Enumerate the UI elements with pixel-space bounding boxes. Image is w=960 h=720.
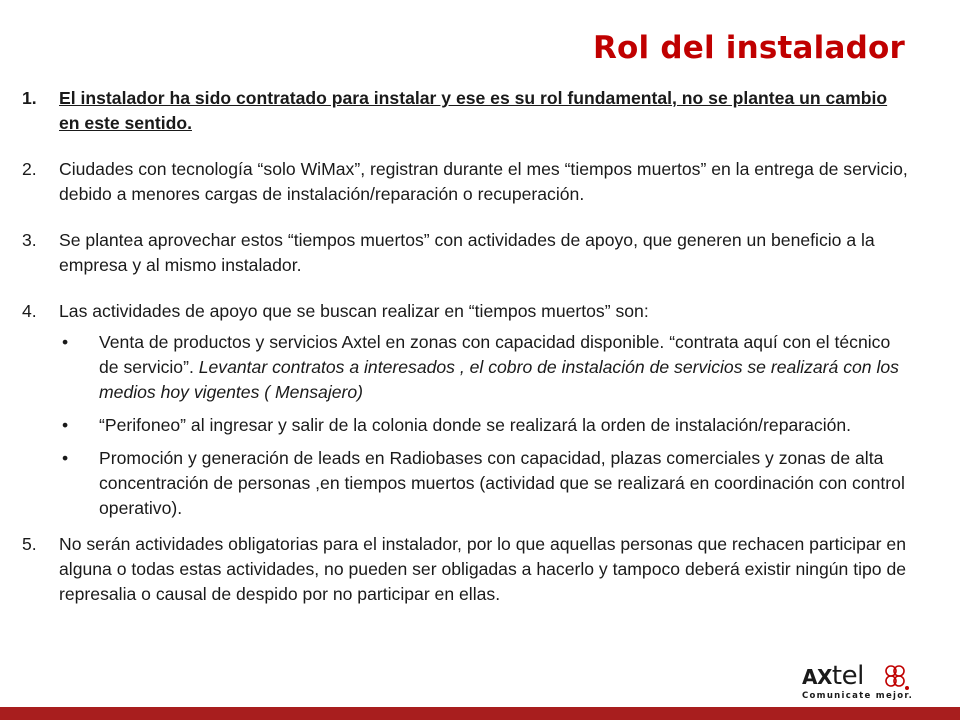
- bullet-text: “Perifoneo” al ingresar y salir de la colonia donde se realizará la orden de instalación/reparación.: [99, 415, 852, 435]
- bullet-item: [59, 330, 912, 405]
- list-text: Se plantea aprovechar estos “tiempos muertos” con actividades de apoyo, que generen un beneficio a la empresa y al mismo instalador.: [59, 230, 875, 275]
- list-number: 3.: [22, 230, 37, 250]
- sub-bullet-list: [59, 330, 912, 521]
- bullet-text: Venta de productos y servicios Axtel en zonas con capacidad disponible. “contrata aquí con el técnico de servicio”.: [99, 332, 891, 377]
- axtel-logo: [800, 662, 920, 706]
- list-text: Ciudades con tecnología “solo WiMax”, registran durante el mes “tiempos muertos” en la entrega de servicio, debido a menores cargas de instalación/reparación o recuperación.: [59, 159, 908, 204]
- bullet-icon: •: [62, 415, 69, 435]
- logo-prefix: AX: [802, 665, 832, 689]
- list-number: 2.: [22, 159, 37, 179]
- bullet-icon: •: [62, 332, 69, 352]
- bullet-item: [59, 446, 912, 521]
- list-number: 4.: [22, 301, 37, 321]
- logo-wordmark: [802, 662, 864, 691]
- list-item-1: [22, 86, 912, 136]
- footer-bar: [0, 707, 960, 720]
- list-text: El instalador ha sido contratado para instalar y ese es su rol fundamental, no se plantea un cambio en este sentido.: [59, 88, 888, 133]
- bullet-emphasis-text: Levantar contratos a interesados , el cobro de instalación de servicios se realizará con los medios hoy vigentes ( Mensajero): [99, 357, 899, 402]
- slide-content: [22, 86, 912, 607]
- list-item-3: [22, 228, 912, 278]
- list-number: 1.: [22, 88, 37, 108]
- list-text: No serán actividades obligatorias para el instalador, por lo que aquellas personas que rechacen participar en alguna o todas estas actividades, no pueden ser obligadas a hacerlo y tampoco deberá existir ningún tipo de represalia o causal de despido por no participar en ellas.: [59, 534, 907, 604]
- list-item-2: [22, 157, 912, 207]
- axtel-symbol-icon: [880, 664, 910, 692]
- list-text: Las actividades de apoyo que se buscan realizar en “tiempos muertos” son:: [59, 301, 649, 321]
- list-item-4: [22, 299, 912, 324]
- slide-title: Rol del instalador: [592, 30, 905, 66]
- bullet-text: Promoción y generación de leads en Radiobases con capacidad, plazas comerciales y zonas de alta concentración de personas ,en tiempos muertos (actividad que se realizará en coordinación con control operativo).: [99, 448, 905, 518]
- bullet-item: [59, 413, 912, 438]
- list-item-5: [22, 532, 912, 607]
- logo-tagline: Comunicate mejor.: [802, 691, 914, 701]
- list-number: 5.: [22, 534, 37, 554]
- bullet-icon: •: [62, 448, 69, 468]
- logo-suffix: tel: [831, 661, 864, 691]
